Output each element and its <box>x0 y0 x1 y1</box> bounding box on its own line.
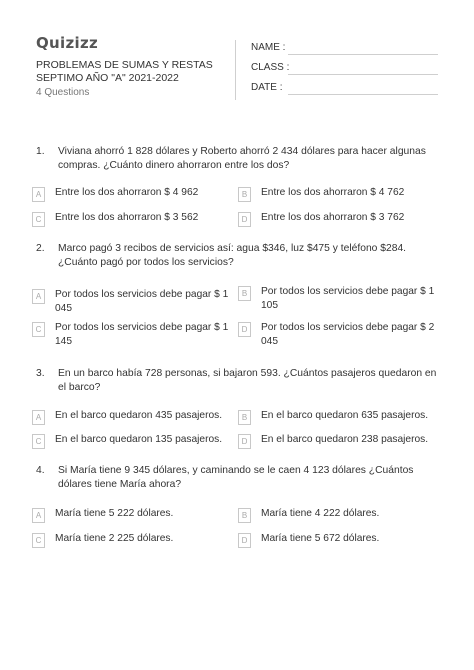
option-letter: A <box>32 187 45 202</box>
question-number: 4. <box>36 465 45 476</box>
option-text: Entre los dos ahorraron $ 4 762 <box>261 187 405 198</box>
option-letter: D <box>238 533 251 548</box>
option-letter: D <box>238 322 251 337</box>
option-text: En el barco quedaron 435 pasajeros. <box>55 410 223 421</box>
option-text: En el barco quedaron 238 pasajeros. <box>261 434 429 445</box>
option-text: Entre los dos ahorraron $ 3 762 <box>261 212 405 223</box>
option-letter: B <box>238 508 251 523</box>
option-text: Entre los dos ahorraron $ 3 562 <box>55 212 199 223</box>
option-text: En el barco quedaron 635 pasajeros. <box>261 410 429 421</box>
option-letter: A <box>32 410 45 425</box>
option-text: María tiene 5 222 dólares. <box>55 508 174 519</box>
question-text: Marco pagó 3 recibos de servicios así: agua $346, luz $475 y teléfono $284. ¿Cuánto pagó por todos los servicios? <box>58 243 407 268</box>
option-letter: C <box>32 212 45 227</box>
question-count: 4 Questions <box>36 87 90 98</box>
option-text: María tiene 2 225 dólares. <box>55 533 174 544</box>
question-text: En un barco había 728 personas, si bajaron 593. ¿Cuántos pasajeros quedaron en el barco? <box>58 368 437 393</box>
date-label: DATE : <box>251 82 283 93</box>
name-label: NAME : <box>251 42 286 53</box>
worksheet-title: PROBLEMAS DE SUMAS Y RESTAS SEPTIMO AÑO "A" 2021-2022 <box>36 59 213 84</box>
option-letter: A <box>32 508 45 523</box>
option-text: Por todos los servicios debe pagar $ 1 145 <box>55 322 229 347</box>
header-divider <box>235 40 236 100</box>
option-text: Por todos los servicios debe pagar $ 2 045 <box>261 322 435 347</box>
option-letter: C <box>32 434 45 449</box>
class-label: CLASS : <box>251 62 290 73</box>
option-letter: B <box>238 286 251 301</box>
option-letter: B <box>238 410 251 425</box>
option-text: Por todos los servicios debe pagar $ 1 045 <box>55 289 229 314</box>
option-letter: B <box>238 187 251 202</box>
option-letter: A <box>32 289 45 304</box>
option-text: Por todos los servicios debe pagar $ 1 105 <box>261 286 435 311</box>
name-field[interactable] <box>288 54 438 55</box>
question-text: Viviana ahorró 1 828 dólares y Roberto ahorró 2 434 dólares para hacer algunas compras. ¿Cuánto dinero ahorraron entre los dos? <box>58 146 426 171</box>
option-letter: C <box>32 533 45 548</box>
option-text: María tiene 5 672 dólares. <box>261 533 380 544</box>
class-field[interactable] <box>288 74 438 75</box>
date-field[interactable] <box>288 94 438 95</box>
question-number: 2. <box>36 243 45 254</box>
question-text: Si María tiene 9 345 dólares, y caminando se le caen 4 123 dólares ¿Cuántos dólares tiene María ahora? <box>58 465 414 490</box>
option-text: Entre los dos ahorraron $ 4 962 <box>55 187 199 198</box>
option-letter: D <box>238 212 251 227</box>
question-number: 1. <box>36 146 45 157</box>
worksheet-header <box>0 0 474 110</box>
question-number: 3. <box>36 368 45 379</box>
option-text: María tiene 4 222 dólares. <box>261 508 380 519</box>
option-text: En el barco quedaron 135 pasajeros. <box>55 434 223 445</box>
quizizz-logo: Quizizz <box>36 34 99 52</box>
option-letter: D <box>238 434 251 449</box>
option-letter: C <box>32 322 45 337</box>
